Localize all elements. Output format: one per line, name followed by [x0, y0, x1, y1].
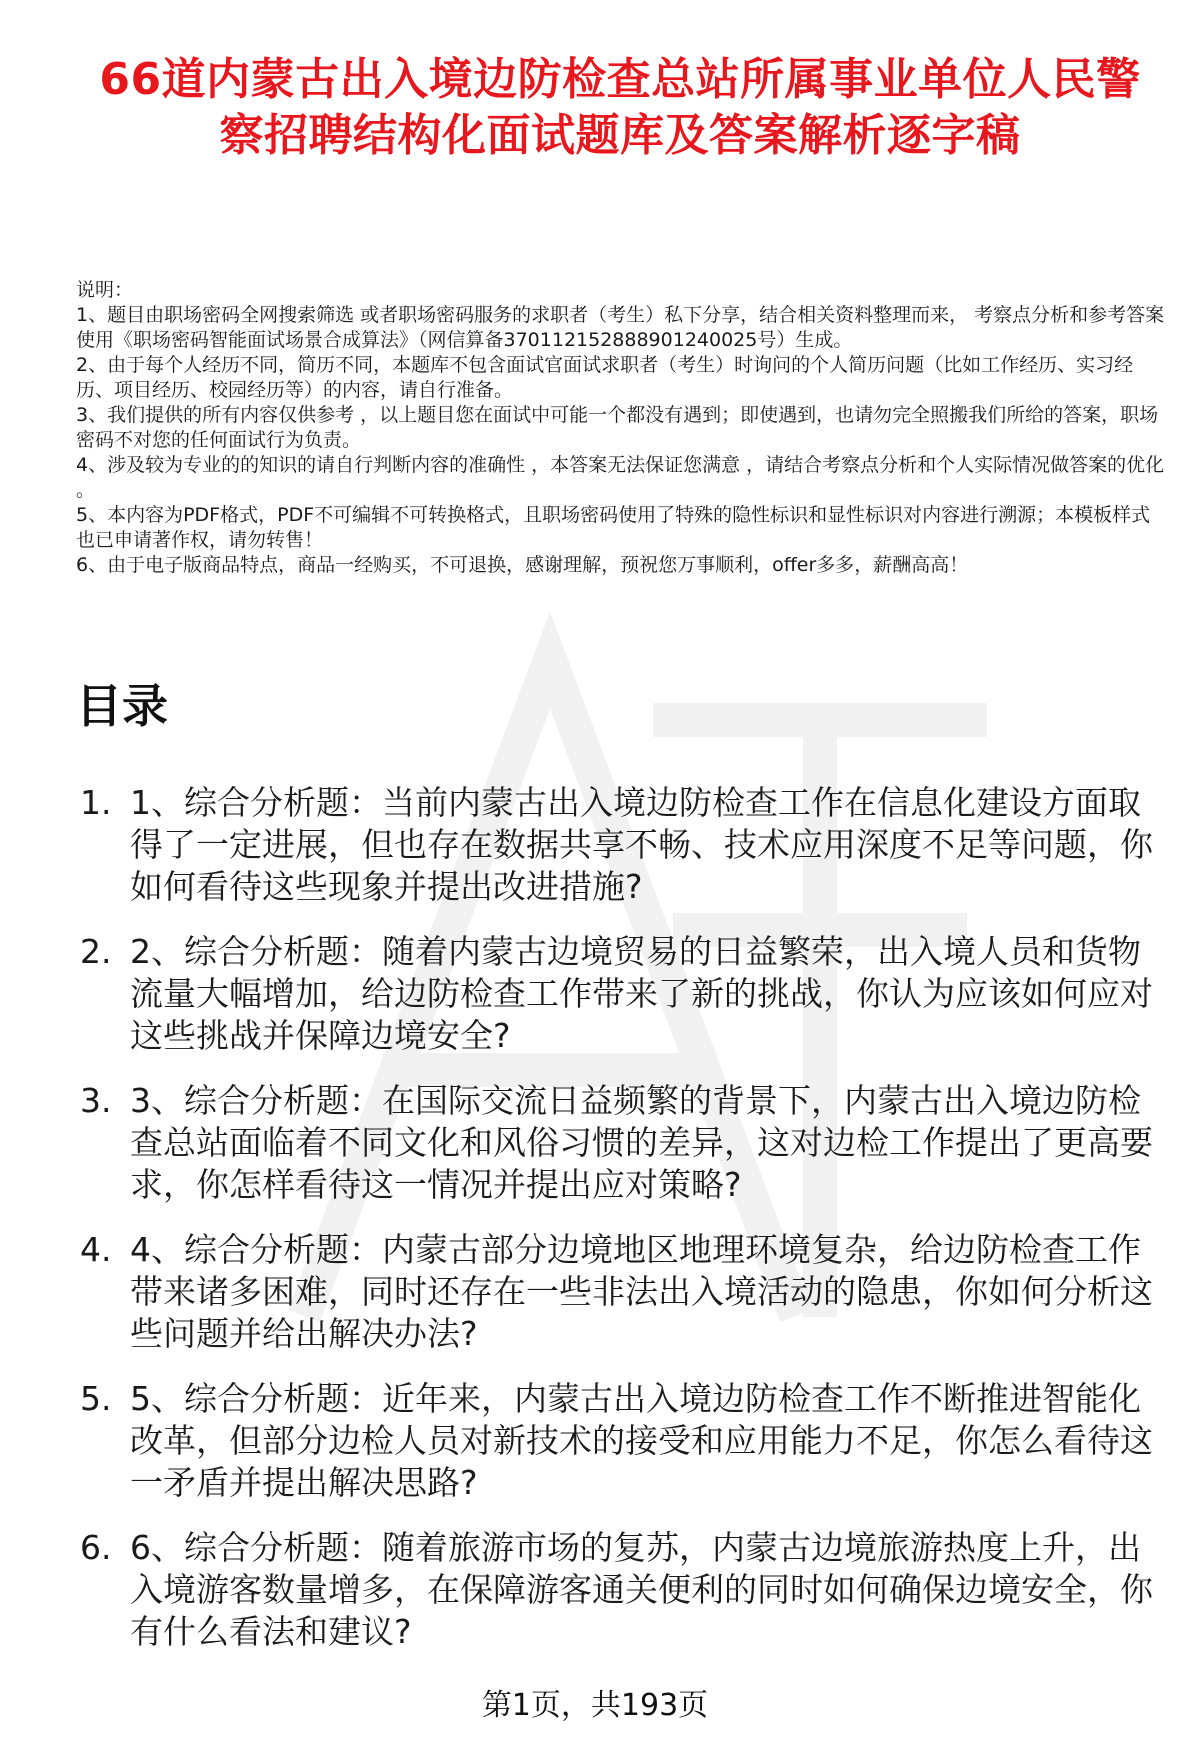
toc-heading: 目录	[76, 679, 168, 733]
note-item: 3、我们提供的所有内容仅供参考 ，以上题目您在面试中可能一个都没有遇到；即使遇到，也请勿完全照搬我们所给的答案，职场密码不对您的任何面试行为负责。	[76, 404, 1159, 451]
toc-item-number: 1.	[80, 783, 112, 822]
toc-item-text: 5、综合分析题：近年来，内蒙古出入境边防检查工作不断推进智能化改革，但部分边检人员对新技术的接受和应用能力不足，你怎么看待这一矛盾并提出解决思路?	[130, 1379, 1153, 1502]
toc-item-number: 6.	[80, 1528, 112, 1567]
notes-section	[76, 278, 1166, 578]
toc-item-text: 3、综合分析题：在国际交流日益频繁的背景下，内蒙古出入境边防检查总站面临着不同文化和风俗习惯的差异，这对边检工作提出了更高要求，你怎样看待这一情况并提出应对策略?	[130, 1081, 1153, 1204]
page-number-footer: 第1页，共193页	[481, 1688, 709, 1723]
note-item: 6、由于电子版商品特点，商品一经购买，不可退换，感谢理解，预祝您万事顺利，offer多多，薪酬高高！	[76, 554, 969, 576]
toc-item[interactable]	[76, 1229, 1166, 1355]
toc-item[interactable]	[76, 782, 1166, 908]
toc-item-number: 5.	[80, 1379, 112, 1418]
note-item: 4、涉及较为专业的的知识的请自行判断内容的准确性 ，本答案无法保证您满意 ，请结合考察点分析和个人实际情况做答案的优化 。	[76, 454, 1165, 501]
toc-item-number: 2.	[80, 932, 112, 971]
toc-item[interactable]	[76, 1378, 1166, 1504]
note-item: 1、题目由职场密码全网搜索筛选 或者职场密码服务的求职者（考生）私下分享，结合相关资料整理而来， 考察点分析和参考答案使用《职场密码智能面试场景合成算法》（网信算备370112152888901240025号）生成。	[76, 304, 1165, 351]
notes-heading: 说明：	[76, 279, 134, 301]
toc-list	[76, 782, 1166, 1676]
document-title: 66道内蒙古出入境边防检查总站所属事业单位人民警察招聘结构化面试题库及答案解析逐字稿	[99, 54, 1141, 161]
toc-item[interactable]	[76, 1080, 1166, 1206]
toc-item-text: 2、综合分析题：随着内蒙古边境贸易的日益繁荣，出入境人员和货物流量大幅增加，给边防检查工作带来了新的挑战，你认为应该如何应对这些挑战并保障边境安全?	[130, 932, 1153, 1055]
note-item: 5、本内容为PDF格式，PDF不可编辑不可转换格式，且职场密码使用了特殊的隐性标识和显性标识对内容进行溯源；本模板样式也已申请著作权，请勿转售！	[76, 504, 1151, 551]
toc-item[interactable]	[76, 1527, 1166, 1653]
toc-item-text: 6、综合分析题：随着旅游市场的复苏，内蒙古边境旅游热度上升，出入境游客数量增多，在保障游客通关便利的同时如何确保边境安全，你有什么看法和建议?	[130, 1528, 1153, 1651]
toc-item-text: 4、综合分析题：内蒙古部分边境地区地理环境复杂，给边防检查工作带来诸多困难，同时还存在一些非法出入境活动的隐患，你如何分析这些问题并给出解决办法?	[130, 1230, 1153, 1353]
toc-item-text: 1、综合分析题：当前内蒙古出入境边防检查工作在信息化建设方面取得了一定进展，但也存在数据共享不畅、技术应用深度不足等问题，你如何看待这些现象并提出改进措施?	[130, 783, 1153, 906]
toc-item[interactable]	[76, 931, 1166, 1057]
toc-item-number: 3.	[80, 1081, 112, 1120]
toc-item-number: 4.	[80, 1230, 112, 1269]
note-item: 2、由于每个人经历不同，简历不同，本题库不包含面试官面试求职者（考生）时询问的个人简历问题（比如工作经历、实习经历、项目经历、校园经历等）的内容，请自行准备。	[76, 354, 1134, 401]
